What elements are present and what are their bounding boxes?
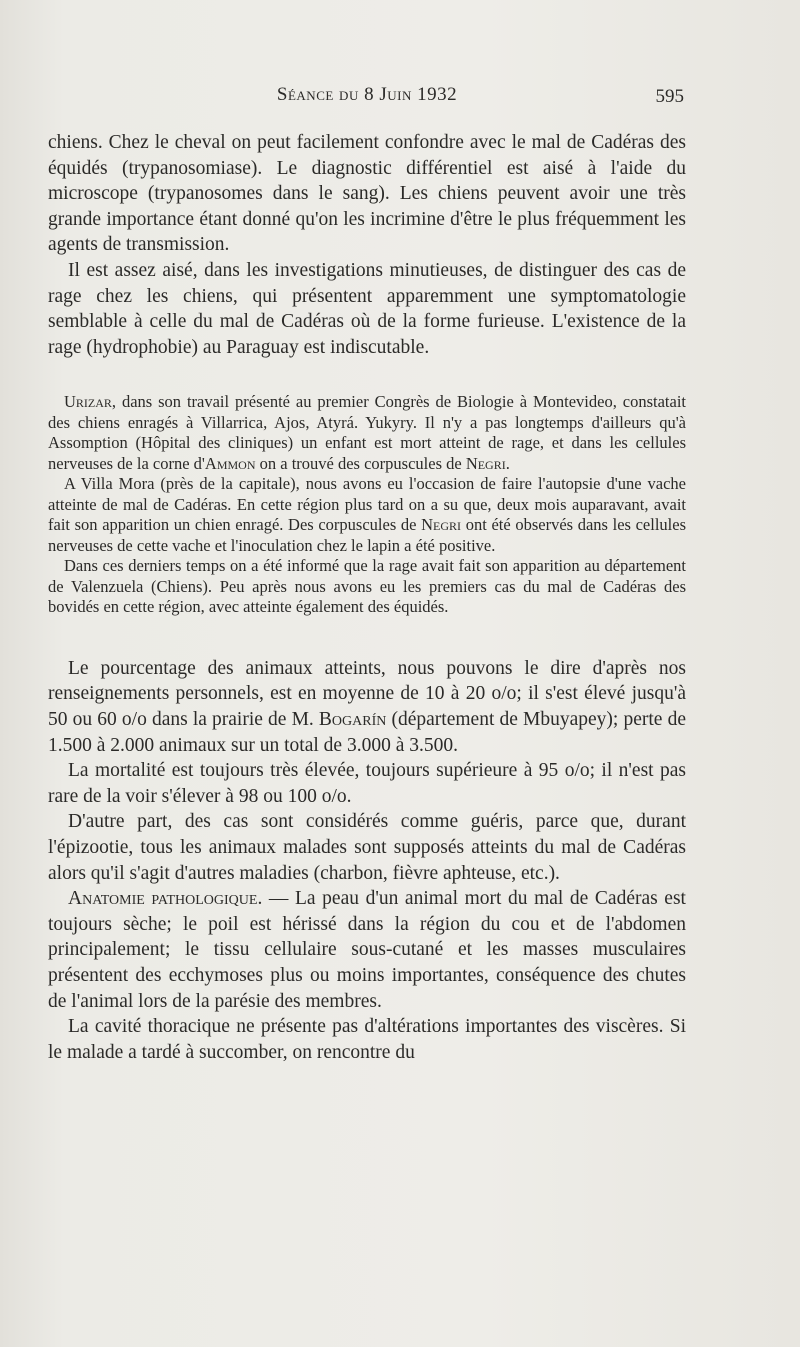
note-paragraph-urizar: Urizar, dans son travail présenté au premier Congrès de Biologie à Montevideo, constatait des chiens enragés à Villarrica, Ajos, Atyrá. Yukyry. Il n'y a pas longtemps d'ailleurs qu'à Assomption (Hôpital des cliniques) un enfant est mort atteint de rage, et dans les cellules nerveuses de la corne d'Ammon on a trouvé des corpuscules de Negri. — [48, 392, 686, 473]
author-name: Negri — [465, 453, 506, 473]
running-head: Séance du 8 Juin 1932 — [276, 84, 458, 105]
paragraph-anatomie: Anatomie pathologique. — La peau d'un animal mort du mal de Cadéras est toujours sèche; le poil est hérissé dans la région du cou et de l'abdomen principalement; le tissu cellulaire sous-cutané et les masses musculaires présentent des ecchymoses plus ou moins importantes, conséquence des chutes de l'animal lors de la parésie des membres. — [48, 888, 686, 1012]
person-name: Bogarín — [318, 709, 387, 731]
page-body — [48, 130, 686, 1065]
paragraph-mortalite: La mortalité est toujours très élevée, toujours supérieure à 95 o/o; il n'est pas rare de la voir s'élever à 98 ou 100 o/o. — [48, 760, 686, 807]
paragraph-rage: Il est assez aisé, dans les investigations minutieuses, de distinguer des cas de rage chez les chiens, qui présentent apparemment une symptomatologie semblable à celle du mal de Cadéras où de la forme furieuse. L'existence de la rage (hydrophobie) au Paraguay est indiscutable. — [48, 259, 686, 358]
paragraph-pourcentage: Le pourcentage des animaux atteints, nous pouvons le dire d'après nos renseignements personnels, est en moyenne de 10 à 20 o/o; il s'est élevé jusqu'à 50 ou 60 o/o dans la prairie de M. Bogarín (département de Mbuyapey); perte de 1.500 à 2.000 animaux sur un total de 3.000 à 3.500. — [48, 657, 686, 756]
author-name: Negri — [421, 515, 462, 535]
page-header — [48, 84, 686, 114]
paragraph-guerison: D'autre part, des cas sont considérés comme guéris, parce que, durant l'épizootie, tous les animaux malades sont supposés atteints du mal de Cadéras alors qu'il s'agit d'autres maladies (charbon, fièvre aphteuse, etc.). — [48, 811, 686, 884]
section-heading: Anatomie pathologique. — [68, 888, 263, 910]
author-name: Ammon — [204, 453, 256, 473]
paragraph-chiens: chiens. Chez le cheval on peut facilement confondre avec le mal de Cadéras des équidés (trypanosomiase). Le diagnostic différentiel est aisé à l'aide du microscope (trypanosomes dans le sang). Les chiens peuvent avoir une très grande importance étant donné qu'on les incrimine d'être le plus fréquemment les agents de transmission. — [48, 132, 686, 256]
paragraph-cavite: La cavité thoracique ne présente pas d'altérations importantes des viscères. Si le malade a tardé à succomber, on rencontre du — [48, 1016, 686, 1063]
page-number: 595 — [655, 86, 684, 107]
note-paragraph-valenzuela: Dans ces derniers temps on a été informé que la rage avait fait son apparition au département de Valenzuela (Chiens). Peu après nous avons eu les premiers cas du mal de Cadéras des bovidés en cette région, avec atteinte également des équidés. — [48, 556, 686, 617]
note-paragraph-villa-mora: A Villa Mora (près de la capitale), nous avons eu l'occasion de faire l'autopsie d'une vache atteinte de mal de Cadéras. En cette région plus tard on a su que, deux mois auparavant, avait fait son apparition un chien enragé. Des corpuscules de Negri ont été observés dans les cellules nerveuses de cette vache et l'inoculation chez le lapin a été positive. — [48, 474, 686, 555]
author-name: Urizar — [64, 392, 112, 412]
